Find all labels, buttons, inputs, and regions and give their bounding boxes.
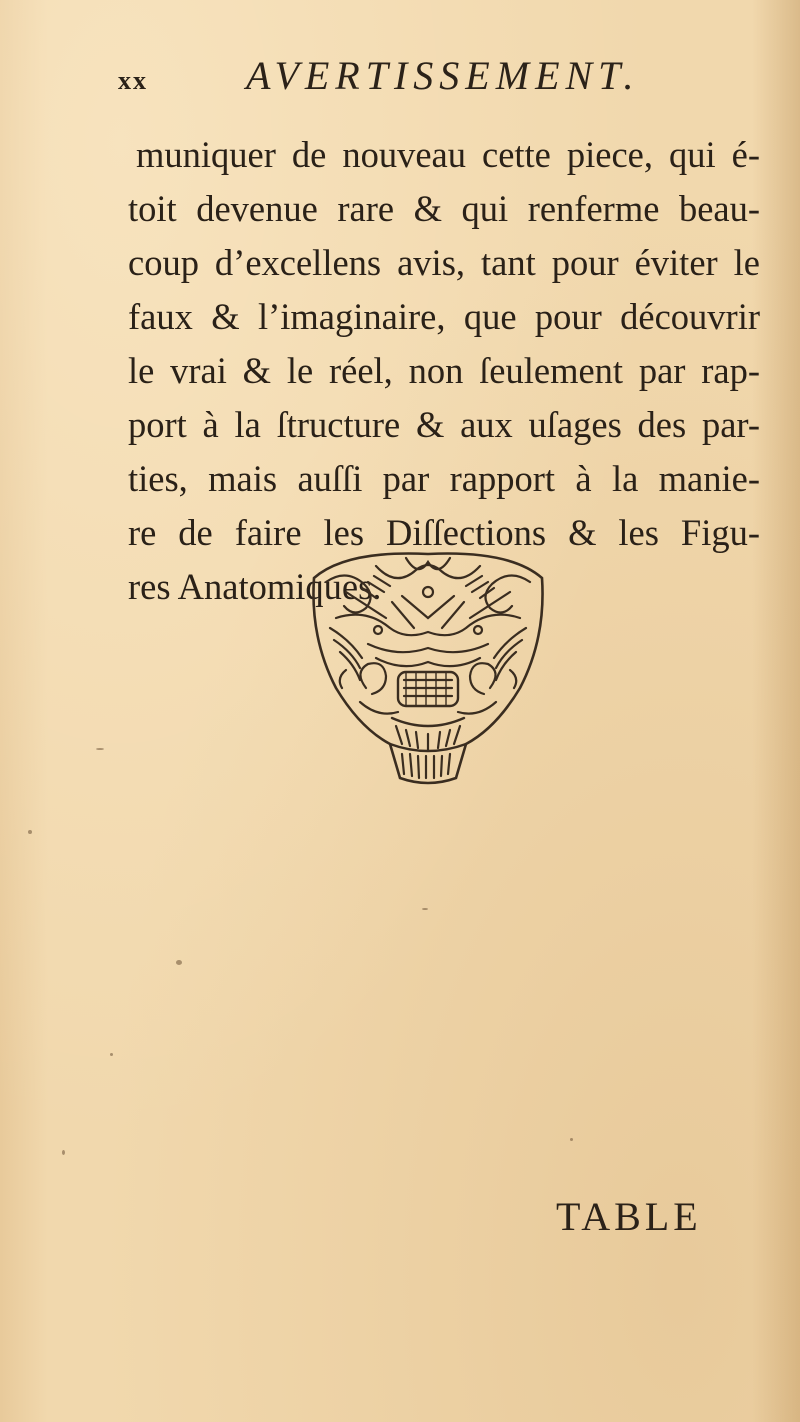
page-number: xx — [118, 66, 148, 95]
text-line: faux & l’imaginaire, que pour découvrir — [128, 296, 760, 337]
body-paragraph — [128, 128, 768, 614]
page-header — [118, 52, 718, 102]
text-line: res Anatomiques. — [128, 566, 382, 607]
text-line: le vrai & le réel, non ſeulement par rap- — [128, 350, 760, 391]
text-line: port à la ſtructure & aux uſages des par- — [128, 404, 760, 445]
text-line: re de faire les Diſſections & les Figu- — [128, 512, 760, 553]
running-head: AVERTISSEMENT. — [246, 53, 640, 98]
text-line: toit devenue rare & qui renferme beau- — [128, 188, 760, 229]
text-line: coup d’excellens avis, tant pour éviter le — [128, 242, 760, 283]
text-line: ties, mais auſſi par rapport à la manie- — [128, 458, 760, 499]
text-line: muniquer de nouveau cette piece, qui é- — [136, 134, 760, 175]
catchword: TABLE — [556, 1194, 702, 1239]
floral-tailpiece-ornament-icon — [306, 548, 550, 788]
